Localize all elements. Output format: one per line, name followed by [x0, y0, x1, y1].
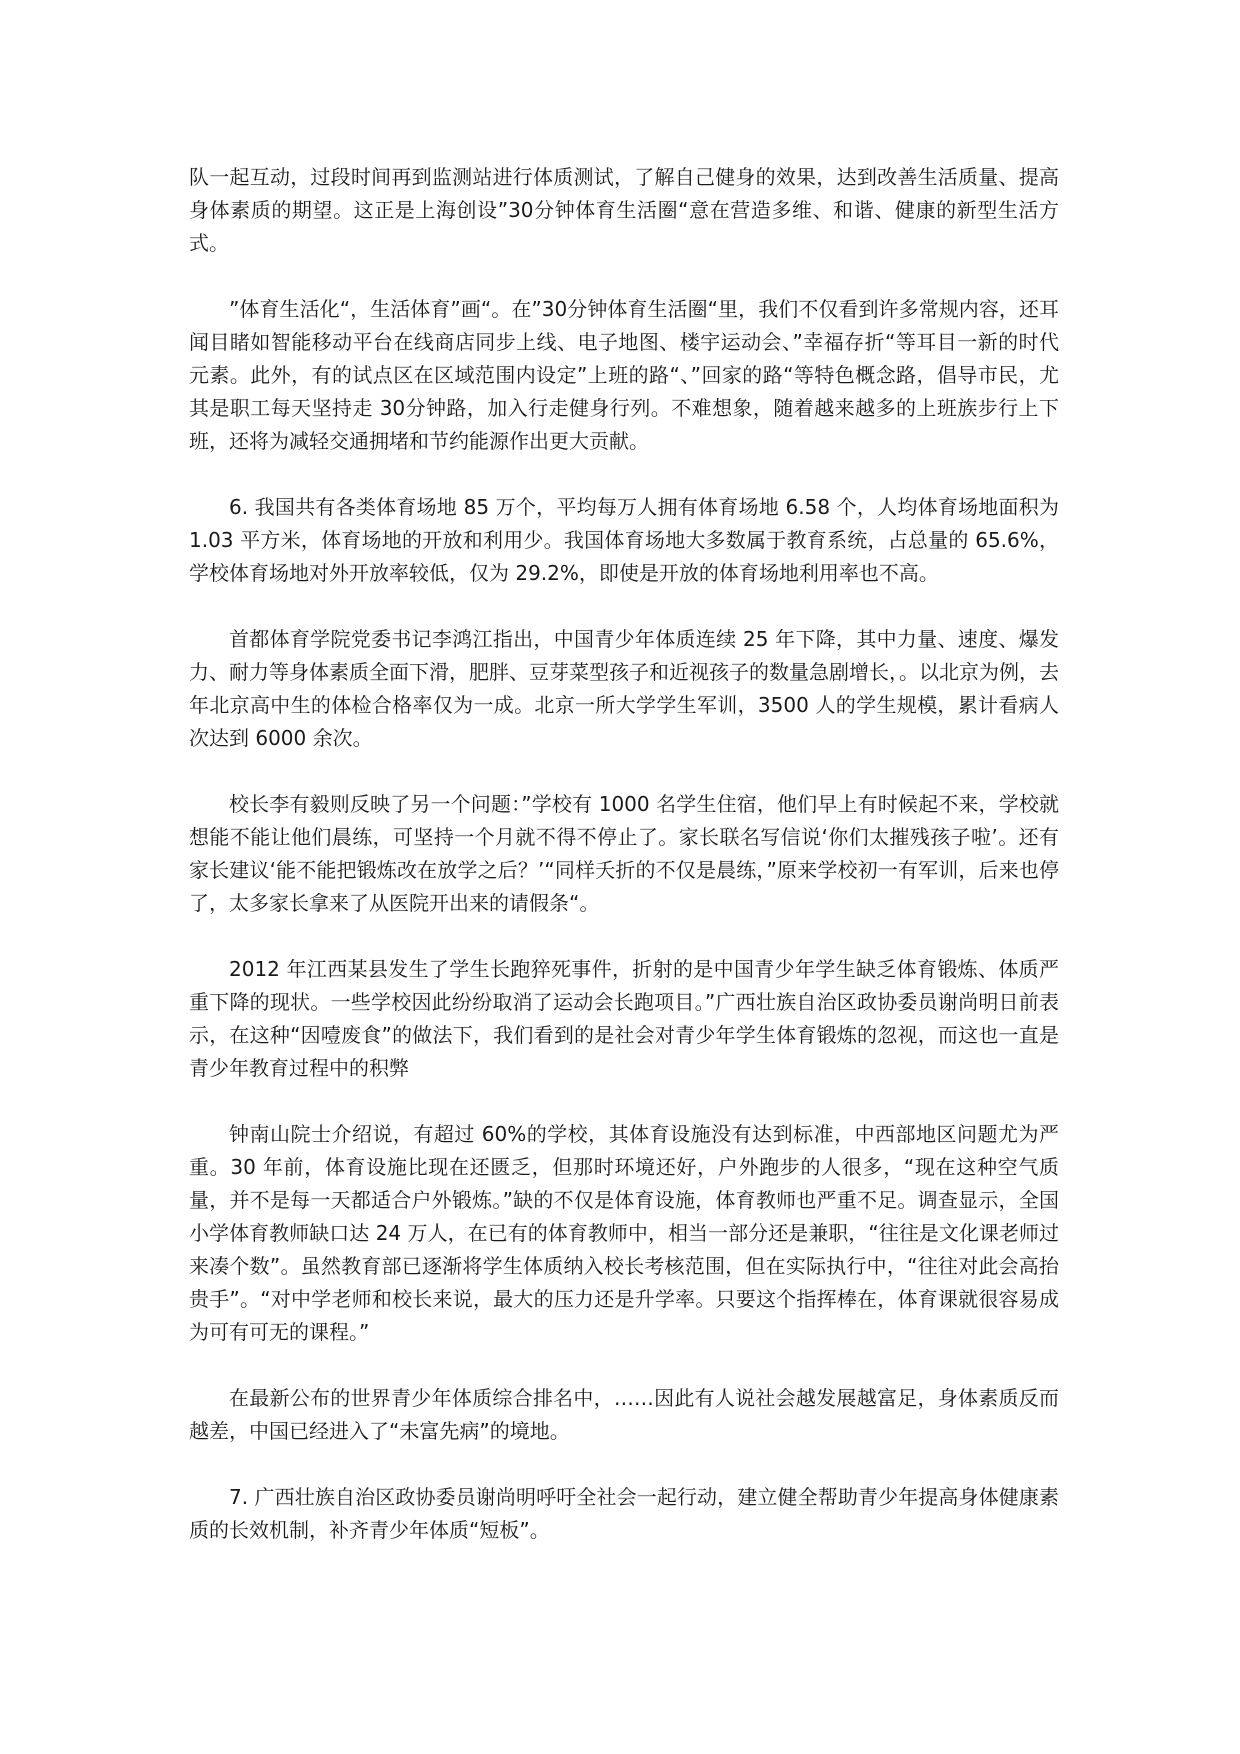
paragraph-li-youyi: 校长李有毅则反映了另一个问题：”学校有 1000 名学生住宿，他们早上有时候起不来，学校就想能不能让他们晨练，可坚持一个月就不得不停止了。家长联名写信说‘你们太摧残孩子啦’。还有家长建议‘能不能把锻炼改在放学之后？’“同样夭折的不仅是晨练，”原来学校初一有军训，后来也停了，太多家长拿来了从医院开出来的请假条“。	[189, 792, 1059, 915]
paragraph-item-7: 7. 广西壮族自治区政协委员谢尚明呼吁全社会一起行动，建立健全帮助青少年提高身体健康素质的长效机制，补齐青少年体质“短板”。	[189, 1485, 1059, 1542]
paragraph-jiangxi-2012: 2012 年江西某县发生了学生长跑猝死事件，折射的是中国青少年学生缺乏体育锻炼、体质严重下降的现状。一些学校因此纷纷取消了运动会长跑项目。”广西壮族自治区政协委员谢尚明日前表示，在这种“因噎废食”的做法下，我们看到的是社会对青少年学生体育锻炼的忽视，而这也一直是青少年教育过程中的积弊	[189, 957, 1059, 1080]
paragraph-world-ranking: 在最新公布的世界青少年体质综合排名中，……因此有人说社会越发展越富足，身体素质反而越差，中国已经进入了“未富先病”的境地。	[189, 1386, 1059, 1443]
paragraph-continuation: 队一起互动，过段时间再到监测站进行体质测试，了解自己健身的效果，达到改善生活质量、提高身体素质的期望。这正是上海创设”30分钟体育生活圈“意在营造多维、和谐、健康的新型生活方式。	[189, 165, 1059, 255]
document-body	[189, 161, 1059, 1580]
paragraph-zhong-nanshan: 钟南山院士介绍说，有超过 60%的学校，其体育设施没有达到标准，中西部地区问题尤为严重。30 年前，体育设施比现在还匮乏，但那时环境还好，户外跑步的人很多，“现在这种空气质量，并不是每一天都适合户外锻炼。”缺的不仅是体育设施，体育教师也严重不足。调查显示，全国小学体育教师缺口达 24 万人，在已有的体育教师中，相当一部分还是兼职，“往往是文化课老师过来凑个数”。虽然教育部已逐渐将学生体质纳入校长考核范围，但在实际执行中，“往往对此会高抬贵手”。“对中学老师和校长来说，最大的压力还是升学率。只要这个指挥棒在，体育课就很容易成为可有可无的课程。”	[189, 1122, 1059, 1344]
paragraph-sports-life: ”体育生活化“，生活体育”画“。在”30分钟体育生活圈“里，我们不仅看到许多常规内容，还耳闻目睹如智能移动平台在线商店同步上线、电子地图、楼宇运动会、”幸福存折“等耳目一新的时代元素。此外，有的试点区在区域范围内设定”上班的路“、”回家的路“等特色概念路，倡导市民，尤其是职工每天坚持走 30分钟路，加入行走健身行列。不难想象，随着越来越多的上班族步行上下班，还将为减轻交通拥堵和节约能源作出更大贡献。	[189, 297, 1059, 453]
paragraph-li-hongjiang: 首都体育学院党委书记李鸿江指出，中国青少年体质连续 25 年下降，其中力量、速度、爆发力、耐力等身体素质全面下滑，肥胖、豆芽菜型孩子和近视孩子的数量急剧增长，。以北京为例，去年北京高中生的体检合格率仅为一成。北京一所大学学生军训，3500 人的学生规模，累计看病人次达到 6000 余次。	[189, 627, 1059, 750]
paragraph-item-6: 6. 我国共有各类体育场地 85 万个，平均每万人拥有体育场地 6.58 个，人均体育场地面积为 1.03 平方米，体育场地的开放和利用少。我国体育场地大多数属于教育系统，占总量的 65.6%，学校体育场地对外开放率较低，仅为 29.2%，即使是开放的体育场地利用率也不高。	[189, 495, 1059, 585]
